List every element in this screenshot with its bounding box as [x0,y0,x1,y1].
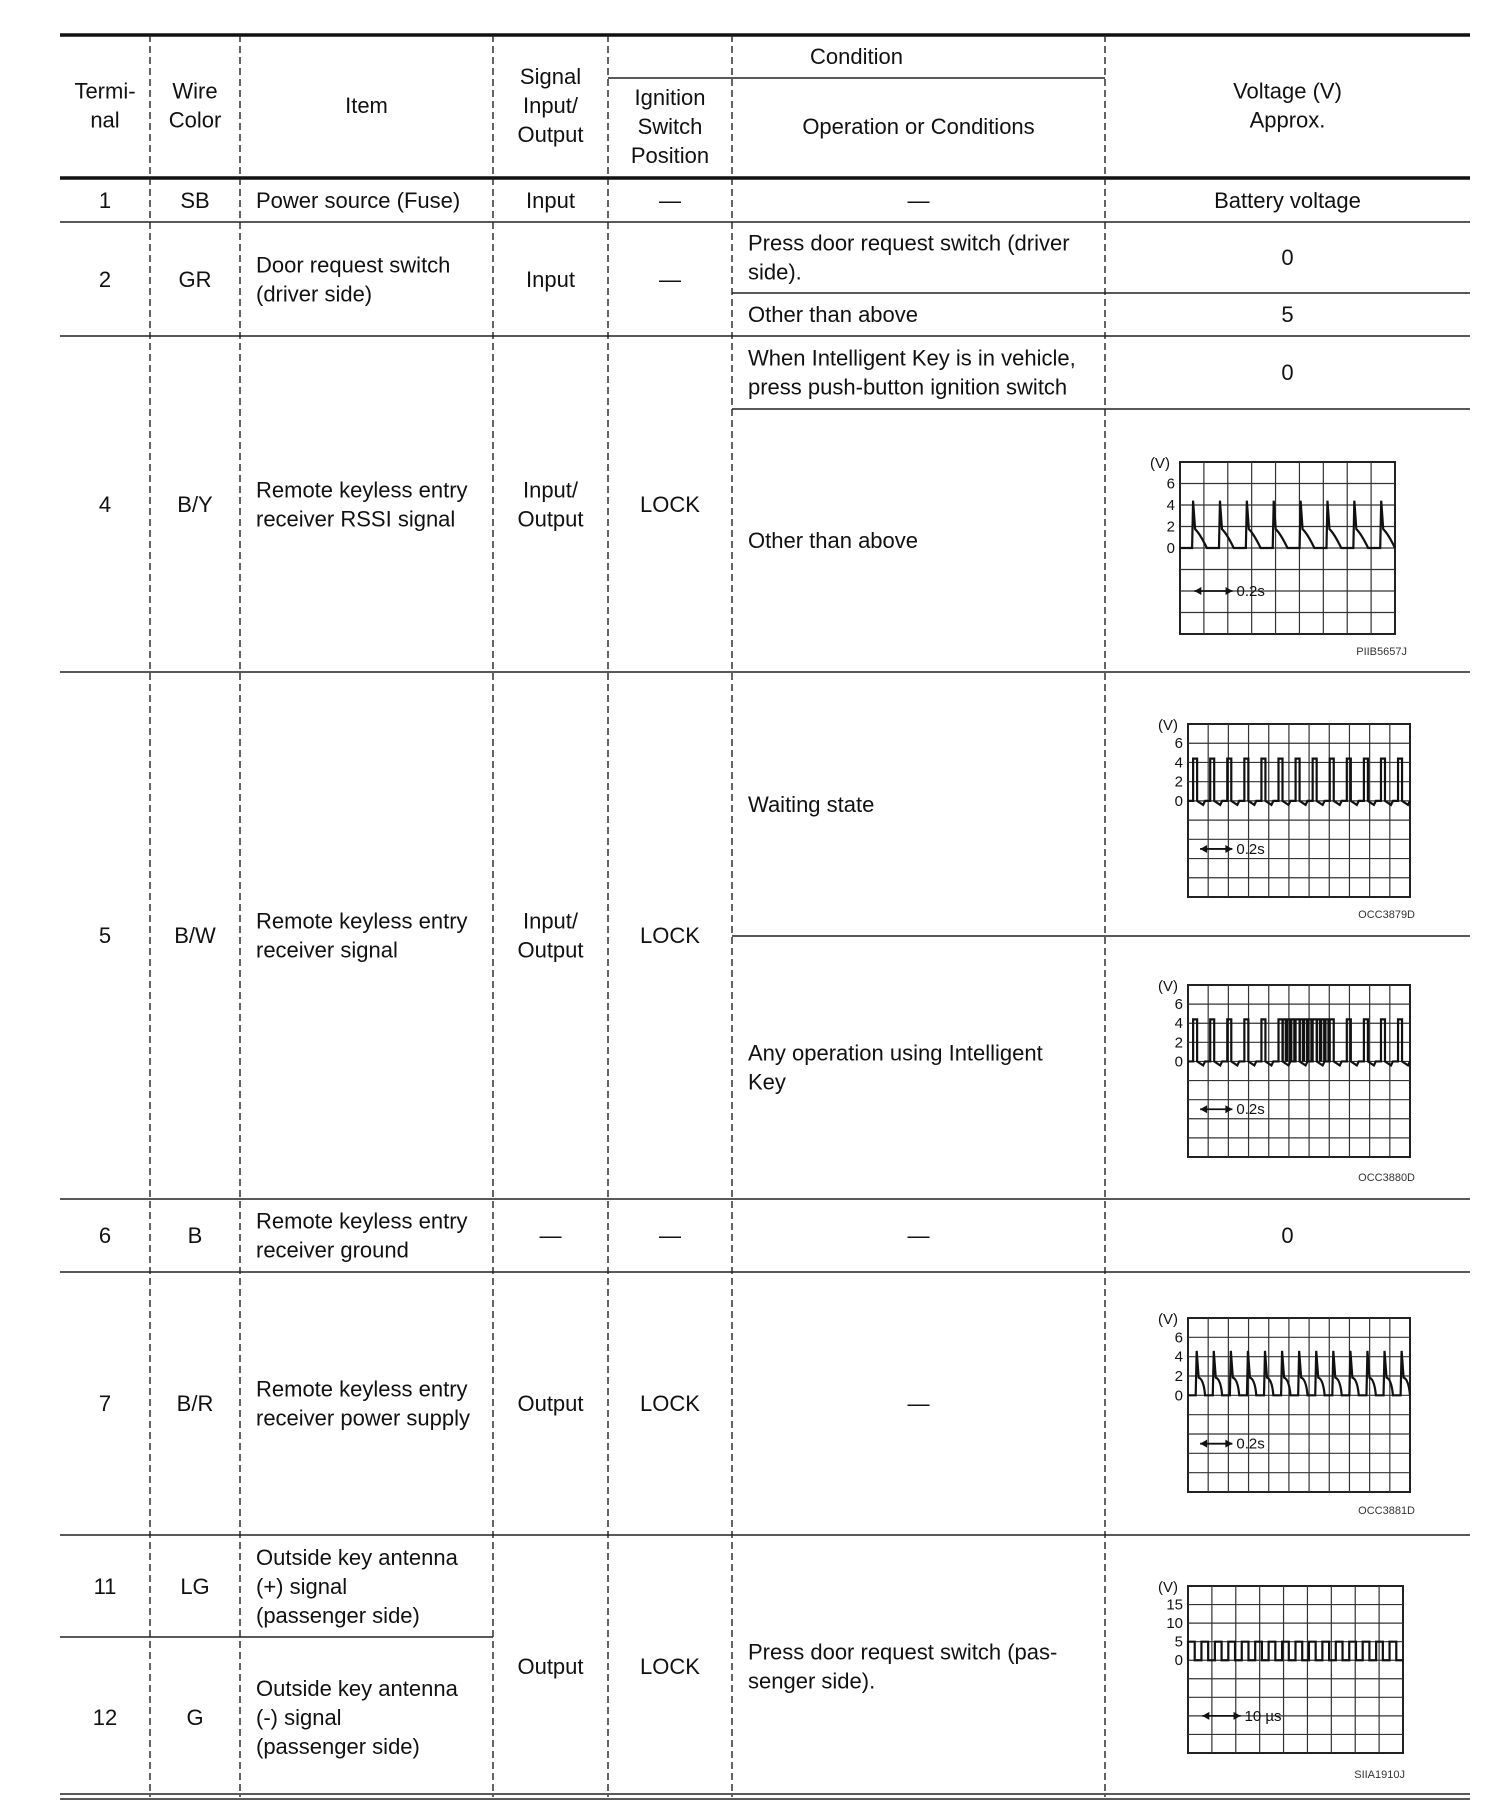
scope-tick-label: 2 [1174,773,1183,791]
item-5: Remote keyless entry receiver signal [256,908,468,963]
wire-11: LG [180,1574,210,1599]
scope-terminal-5-operation [1158,978,1415,1184]
scope-figure-id: PIIB5657J [1356,646,1407,658]
voltage-1: Battery voltage [1214,188,1361,213]
signal-6: — [539,1223,562,1248]
operation-11-12: Press door request switch (pas-senger side). [748,1639,1058,1694]
scope-frame [1188,985,1410,1157]
wire-7: B/R [176,1391,214,1416]
ignition-6: — [659,1223,681,1248]
ignition-2: — [659,267,681,292]
scope-unit: (V) [1158,1579,1178,1596]
header-wire-color: Wire Color [168,78,222,133]
scope-terminal-7 [1158,1311,1415,1517]
header-condition: Condition [810,44,903,69]
operation-7: — [907,1391,930,1416]
scope-tick-label: 0 [1174,1053,1183,1071]
signal-11-12: Output [517,1654,584,1679]
scope-frame [1188,1318,1410,1492]
scope-time-label: 0.2s [1236,583,1265,600]
scope-time-label: 0.2s [1236,1101,1265,1119]
wire-4: B/Y [177,492,213,517]
voltage-2b: 5 [1281,302,1294,327]
scope-tick-label: 6 [1174,1329,1183,1347]
item-2: Door request switch (driver side) [256,252,451,307]
ignition-1: — [659,188,681,213]
terminal-5: 5 [98,923,112,948]
wire-5: B/W [174,923,216,948]
terminal-4: 4 [98,492,112,517]
operation-5b: Any operation using Intelligent Key [748,1040,1043,1095]
header-item: Item [345,93,388,118]
scope-figure-id: OCC3879D [1358,909,1415,921]
terminal-11: 11 [93,1574,117,1599]
scope-tick-label: 2 [1174,1034,1183,1052]
scope-unit: (V) [1158,717,1178,734]
ignition-11-12: LOCK [640,1654,700,1679]
header-voltage: Voltage (V) Approx. [1233,78,1342,133]
operation-2a: Press door request switch (driver side). [748,230,1070,285]
header-ignition: Ignition Switch Position [630,85,710,168]
scope-terminal-5-waiting [1158,717,1415,921]
operation-2b: Other than above [748,302,919,327]
ignition-7: LOCK [640,1391,700,1416]
header-operation: Operation or Conditions [802,114,1035,139]
voltage-6: 0 [1281,1223,1294,1248]
operation-6: — [907,1223,930,1248]
scope-terminal-11-12 [1158,1579,1405,1781]
scope-figure-id: OCC3881D [1358,1505,1415,1517]
item-12: Outside key antenna (-) signal (passenger side) [256,1676,458,1759]
scope-time-label: 0.2s [1236,840,1265,858]
wire-2: GR [178,267,212,292]
scope-unit: (V) [1158,978,1178,995]
voltage-4a: 0 [1281,360,1294,385]
scope-tick-label: 15 [1166,1596,1183,1614]
scope-tick-label: 0 [1166,540,1175,557]
scope-tick-label: 4 [1174,1348,1183,1366]
scope-tick-label: 4 [1174,1015,1183,1033]
terminal-2: 2 [98,267,112,292]
terminal-12: 12 [92,1705,118,1730]
operation-4b: Other than above [748,528,919,553]
item-6: Remote keyless entry receiver ground [256,1208,468,1263]
scope-tick-label: 2 [1174,1368,1183,1385]
scope-tick-label: 5 [1174,1633,1183,1651]
table-cells [74,44,1360,1759]
terminal-1: 1 [98,188,112,213]
scope-tick-label: 6 [1174,996,1183,1014]
ignition-5: LOCK [640,923,700,948]
scope-time-label: 0.2s [1236,1435,1265,1453]
signal-1: Input [526,188,575,213]
scope-terminal-4 [1150,455,1407,658]
header-terminal: Termi-nal [74,78,136,133]
scope-tick-label: 0 [1174,1652,1183,1670]
wire-6: B [187,1223,203,1248]
scope-figure-id: OCC3880D [1358,1172,1415,1184]
scope-tick-label: 10 [1166,1615,1183,1633]
scope-tick-label: 4 [1166,497,1175,514]
scope-tick-label: 0 [1174,1387,1183,1405]
oscilloscope-figures [1150,455,1415,1781]
signal-7: Output [517,1391,584,1416]
scope-tick-label: 6 [1166,475,1175,493]
scope-tick-label: 0 [1174,792,1183,810]
item-4: Remote keyless entry receiver RSSI signal [256,477,468,532]
scope-frame [1188,1586,1403,1753]
voltage-2a: 0 [1281,245,1294,270]
operation-5a: Waiting state [748,792,875,817]
scope-frame [1188,724,1410,897]
item-1: Power source (Fuse) [256,188,461,213]
signal-5: Input/ Output [517,908,584,963]
scope-figure-id: SIIA1910J [1354,1769,1405,1781]
operation-4a: When Intelligent Key is in vehicle, press push-button ignition switch [748,345,1076,400]
wire-1: SB [180,188,210,213]
terminal-7: 7 [98,1391,112,1416]
signal-2: Input [526,267,575,292]
scope-unit: (V) [1150,455,1170,472]
scope-unit: (V) [1158,1311,1178,1328]
ignition-4: LOCK [640,492,700,517]
scope-tick-label: 6 [1174,735,1183,753]
item-7: Remote keyless entry receiver power supply [256,1376,470,1431]
terminal-6: 6 [98,1223,112,1248]
item-11: Outside key antenna (+) signal (passenger side) [256,1545,458,1628]
operation-1: — [907,188,930,213]
wire-12: G [186,1705,204,1730]
scope-time-label: 10 µs [1244,1707,1282,1725]
scope-tick-label: 4 [1174,754,1183,772]
signal-4: Input/ Output [517,477,584,532]
scope-tick-label: 2 [1166,518,1175,536]
header-signal: Signal Input/ Output [517,64,584,147]
